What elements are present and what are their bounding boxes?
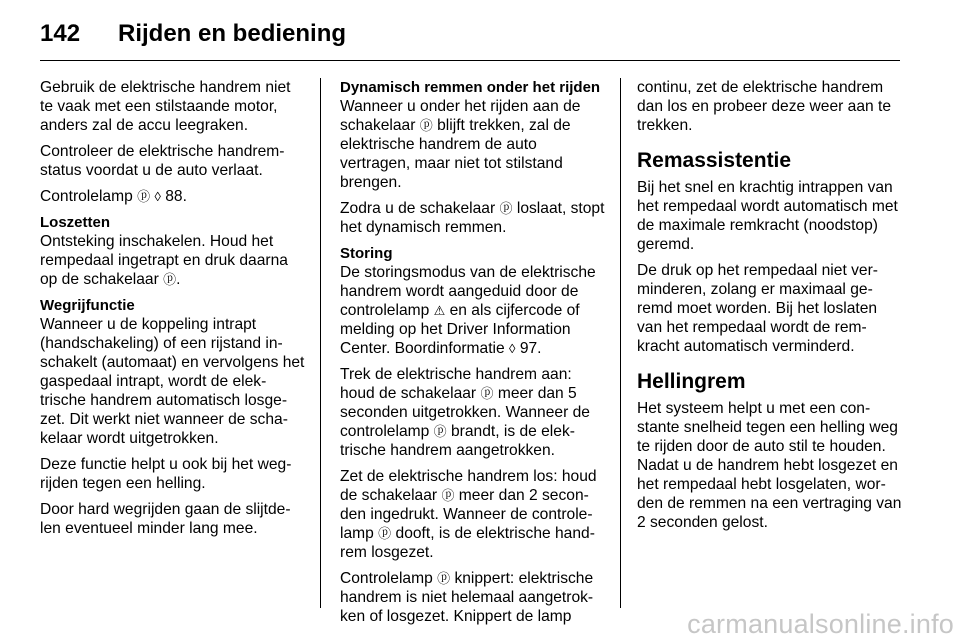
column-3 (637, 78, 903, 539)
text: brandt, is de elektrische handrem aangetrokken. (340, 423, 575, 459)
heading-remassistentie: Remassistentie (637, 149, 792, 172)
paragraph: Het systeem helpt u met een constante snelheid tegen een helling weg te rijden door de auto stil te houden. Nadat u de handrem hebt losgezet en het rempedaal hebt losgelaten, worden de remmen na een vertraging van 2 seconden gelost. (637, 400, 902, 531)
paragraph: Bij het snel en krachtig intrappen van het rempedaal wordt automatisch met de maximale remkracht (noodstop) geremd. (637, 179, 898, 253)
column-divider-1 (320, 78, 321, 608)
text: loslaat, stopt het dynamisch remmen. (340, 200, 605, 236)
paragraph (340, 78, 606, 192)
text: De storingsmodus van de elektrische handrem wordt aangeduid door de controlelamp (340, 264, 596, 319)
page-reference[interactable]: 88. (165, 188, 187, 205)
text: knippert: elektrische handrem is niet helemaal aangetrokken of losgezet. Knippert de lamp (340, 570, 594, 625)
subheading-loszetten: Loszetten (40, 214, 111, 231)
watermark: carmanualsonline.info (687, 609, 954, 639)
paragraph (340, 199, 606, 237)
paragraph: Door hard wegrijden gaan de slijtdelen eventueel minder lang mee. (40, 501, 291, 537)
text: Wanneer u de koppeling intrapt (handschakeling) of een rijstand inschakelt (automaat) en vervolgens het gaspedaal intrapt, wordt de elektrische handrem automatisch losgezet. Dit werkt niet wanneer de schakelaar wordt uitgetrokken. (40, 316, 305, 447)
column-divider-2 (620, 78, 621, 608)
paragraph (40, 187, 306, 206)
parking-brake-icon: ⓟ (137, 189, 151, 204)
page-header (40, 14, 346, 54)
subheading-wegrijfunctie: Wegrijfunctie (40, 297, 135, 314)
warning-icon: ⚠ (433, 303, 446, 318)
parking-brake-icon: ⓟ (499, 201, 513, 216)
parking-brake-icon: ⓟ (480, 386, 494, 401)
paragraph (340, 365, 606, 460)
text: meer dan 5 seconden uitgetrokken. Wanneer de controlelamp (340, 385, 590, 440)
text: Zodra u de schakelaar (340, 200, 496, 217)
text: en als cijfercode of melding op het Driver Information Center. Boordinformatie (340, 302, 580, 357)
paragraph: Deze functie helpt u ook bij het wegrijden tegen een helling. (40, 456, 292, 492)
text: Controlelamp (40, 188, 133, 205)
parking-brake-icon: ⓟ (433, 424, 447, 439)
page-reference-icon: ◊ (154, 189, 161, 204)
paragraph: De druk op het rempedaal niet verminderen, zolang er maximaal geremd moet worden. Bij het loslaten van het rempedaal wordt de remkracht automatisch verminderd. (637, 262, 878, 355)
parking-brake-icon: ⓟ (441, 488, 455, 503)
text: blijft trekken, zal de elektrische handrem de auto vertragen, maar niet tot stilstand brengen. (340, 117, 571, 191)
text: Controlelamp (340, 570, 433, 587)
paragraph: Controleer de elektrische handremstatus voordat u de auto verlaat. (40, 143, 285, 179)
heading-hellingrem: Hellingrem (637, 370, 746, 393)
parking-brake-icon: ⓟ (437, 571, 451, 586)
text: dooft, is de elektrische handrem losgezet. (340, 525, 595, 561)
parking-brake-icon: ⓟ (163, 272, 177, 287)
paragraph: continu, zet de elektrische handrem dan los en probeer deze weer aan te trekken. (637, 79, 892, 134)
text: Wanneer u onder het rijden aan de schakelaar (340, 98, 581, 134)
page-reference[interactable]: 97. (519, 340, 542, 357)
paragraph: Gebruik de elektrische handrem niet te vaak met een stilstaande motor, anders zal de accu leegraken. (40, 79, 291, 134)
text: meer dan 2 seconden ingedrukt. Wanneer de controlelamp (340, 487, 593, 542)
text: Zet de elektrische handrem los: houd de schakelaar (340, 468, 597, 504)
paragraph (40, 296, 306, 448)
page-title: Rijden en bediening (118, 20, 347, 47)
text: Ontsteking inschakelen. Houd het rempedaal ingetrapt en druk daarna op de schakelaar (40, 233, 288, 288)
parking-brake-icon: ⓟ (419, 118, 433, 133)
paragraph (340, 569, 606, 626)
header-rule (40, 60, 900, 61)
column-1 (40, 78, 306, 545)
parking-brake-icon: ⓟ (378, 526, 392, 541)
paragraph (40, 213, 306, 289)
column-2 (340, 78, 606, 633)
text: Trek de elektrische handrem aan: houd de schakelaar (340, 366, 572, 402)
page-reference-icon: ◊ (509, 341, 516, 356)
subheading-storing: Storing (340, 245, 393, 262)
paragraph (340, 244, 606, 358)
paragraph (340, 467, 606, 562)
subheading-dynamisch-remmen: Dynamisch remmen onder het rijden (340, 79, 601, 96)
page-number: 142 (40, 20, 81, 47)
text: . (176, 271, 181, 288)
